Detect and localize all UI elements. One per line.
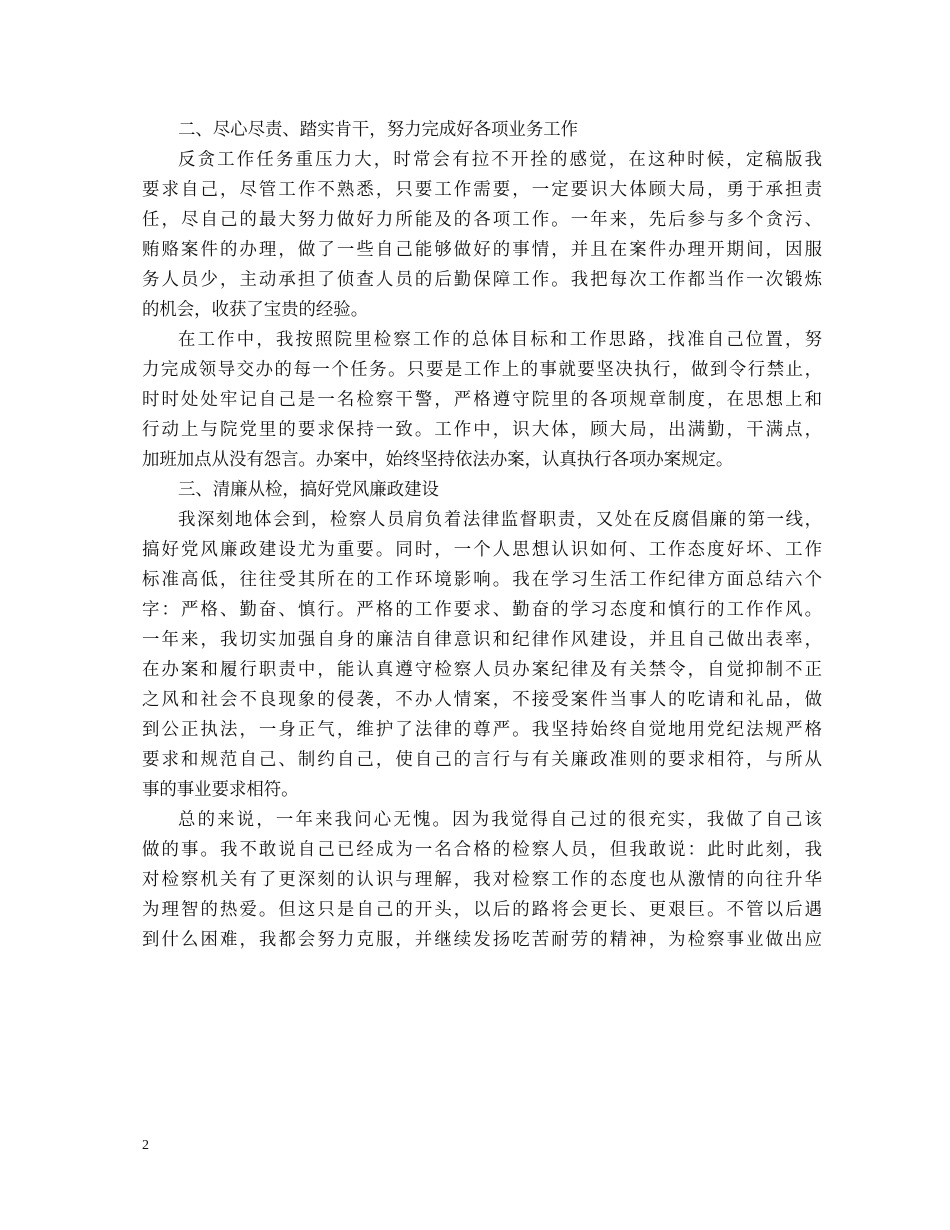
document-body	[142, 115, 822, 955]
text-line: 之风和社会不良现象的侵袭，不办人情案，不接受案件当事人的吃请和礼品，做	[142, 690, 822, 710]
text-line: 标准高低，往往受其所在的工作环境影响。我在学习生活工作纪律方面总结六个	[142, 570, 822, 590]
text-line: 加班加点从没有怨言。办案中，始终坚持依法办案，认真执行各项办案规定。	[142, 450, 734, 470]
text-line: 在办案和履行职责中，能认真遵守检察人员办案纪律及有关禁令，自觉抑制不正	[142, 660, 822, 680]
text-line: 事的事业要求相符。	[142, 780, 299, 800]
text-line: 字：严格、勤奋、慎行。严格的工作要求、勤奋的学习态度和慎行的工作作风。	[142, 600, 822, 620]
text-line: 三、清廉从检，搞好党风廉政建设	[178, 480, 439, 500]
text-line: 任，尽自己的最大努力做好力所能及的各项工作。一年来，先后参与多个贪污、	[142, 210, 822, 230]
page-number: 2	[142, 1138, 149, 1153]
text-line: 务人员少，主动承担了侦查人员的后勤保障工作。我把每次工作都当作一次锻炼	[142, 270, 822, 290]
text-line: 力完成领导交办的每一个任务。只要是工作上的事就要坚决执行，做到令行禁止，	[142, 360, 822, 380]
text-line: 时时处处牢记自己是一名检察干警，严格遵守院里的各项规章制度，在思想上和	[142, 390, 822, 410]
text-line: 要求和规范自己、制约自己，使自己的言行与有关廉政准则的要求相符，与所从	[142, 750, 822, 770]
text-line: 为理智的热爱。但这只是自己的开头，以后的路将会更长、更艰巨。不管以后遇	[142, 900, 822, 920]
text-line: 的机会，收获了宝贵的经验。	[142, 300, 369, 320]
text-line: 行动上与院党里的要求保持一致。工作中，识大体，顾大局，出满勤，干满点，	[142, 420, 822, 440]
text-line: 要求自己，尽管工作不熟悉，只要工作需要，一定要识大体顾大局，勇于承担责	[142, 180, 822, 200]
text-line: 贿赂案件的办理，做了一些自己能够做好的事情，并且在案件办理开期间，因服	[142, 240, 822, 260]
text-line: 到公正执法，一身正气，维护了法律的尊严。我坚持始终自觉地用党纪法规严格	[142, 720, 822, 740]
text-line: 我深刻地体会到，检察人员肩负着法律监督职责，又处在反腐倡廉的第一线，	[178, 510, 822, 530]
text-line: 反贪工作任务重压力大，时常会有拉不开拴的感觉，在这种时候，定稿版我	[178, 150, 822, 170]
text-line: 一年来，我切实加强自身的廉洁自律意识和纪律作风建设，并且自己做出表率，	[142, 630, 822, 650]
text-line: 总的来说，一年来我问心无愧。因为我觉得自己过的很充实，我做了自己该	[178, 810, 822, 830]
text-line: 在工作中，我按照院里检察工作的总体目标和工作思路，找准自己位置，努	[178, 330, 822, 350]
text-line: 搞好党风廉政建设尤为重要。同时，一个人思想认识如何、工作态度好坏、工作	[142, 540, 822, 560]
text-line: 做的事。我不敢说自己已经成为一名合格的检察人员，但我敢说：此时此刻，我	[142, 840, 822, 860]
text-line: 对检察机关有了更深刻的认识与理解，我对检察工作的态度也从激情的向往升华	[142, 870, 822, 890]
text-line: 到什么困难，我都会努力克服，并继续发扬吃苦耐劳的精神，为检察事业做出应	[142, 930, 822, 950]
text-line: 二、尽心尽责、踏实肯干，努力完成好各项业务工作	[178, 120, 578, 140]
